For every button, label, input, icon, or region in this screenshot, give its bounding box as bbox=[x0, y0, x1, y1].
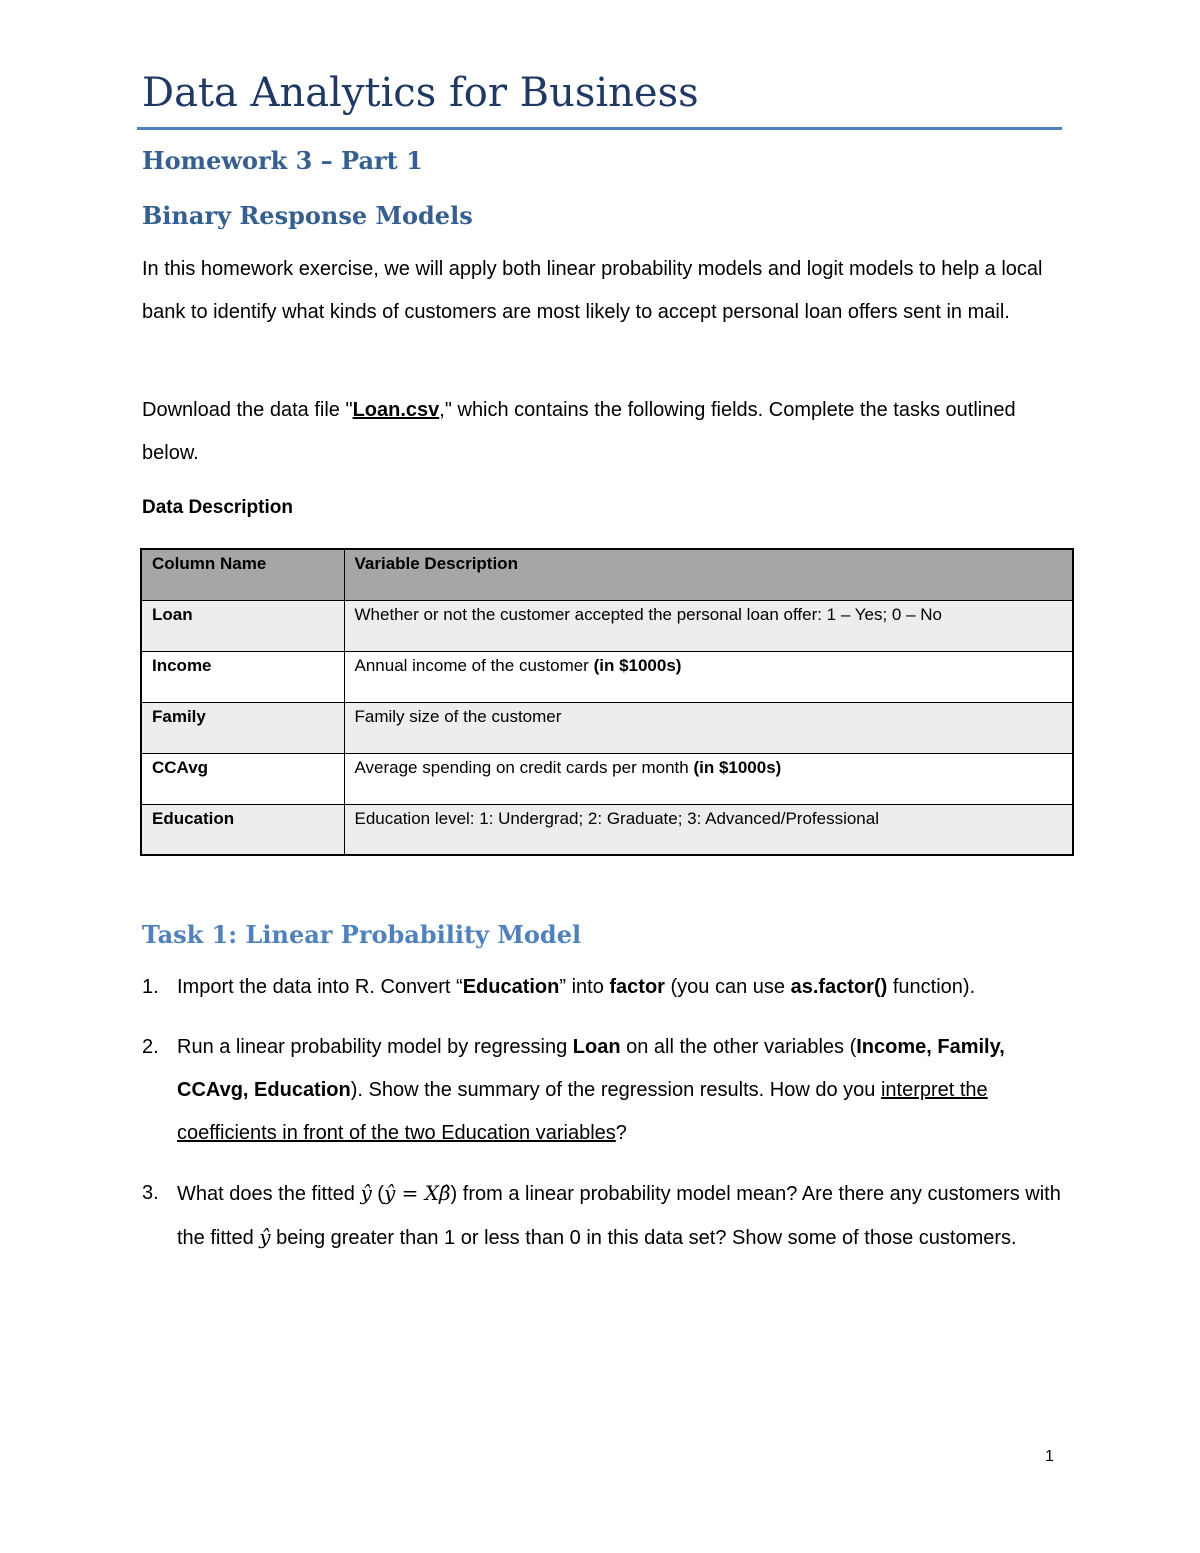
row-name: Family bbox=[141, 702, 344, 753]
document-title: Data Analytics for Business bbox=[142, 70, 699, 116]
item-bold: as.factor() bbox=[790, 976, 888, 998]
data-file-link[interactable]: Loan.csv bbox=[352, 399, 440, 421]
table-row bbox=[141, 702, 1073, 753]
item-body bbox=[177, 966, 1072, 1009]
table-header-row bbox=[141, 549, 1073, 600]
row-name: Education bbox=[141, 804, 344, 855]
item-text: on all the other variables ( bbox=[620, 1036, 857, 1058]
variable-description-header: Variable Description bbox=[344, 549, 1073, 600]
row-description bbox=[344, 702, 1073, 753]
item-text: ? bbox=[615, 1122, 627, 1144]
table-row bbox=[141, 651, 1073, 702]
row-name: CCAvg bbox=[141, 753, 344, 804]
item-number: 3. bbox=[142, 1182, 159, 1204]
intro-paragraph: In this homework exercise, we will apply both linear probability models and logit models to help a local bank to identify what kinds of customers are most likely to accept personal loan offers sent in mail. bbox=[142, 258, 1043, 323]
item-bold: factor bbox=[609, 976, 665, 998]
row-description-unit: (in $1000s) bbox=[693, 757, 782, 777]
row-name: Loan bbox=[141, 600, 344, 651]
column-name-header: Column Name bbox=[141, 549, 344, 600]
table-row bbox=[141, 753, 1073, 804]
item-text: being greater than 1 or less than 0 in this data set? Show some of those customers. bbox=[270, 1227, 1017, 1249]
item-text: Run a linear probability model by regressing bbox=[177, 1036, 573, 1058]
section-heading: Binary Response Models bbox=[142, 201, 473, 230]
item-number: 2. bbox=[142, 1036, 159, 1058]
math-yhat: ŷ bbox=[259, 1225, 271, 1249]
row-description-text: Whether or not the customer accepted the personal loan offer: 1 – Yes; 0 – No bbox=[354, 604, 942, 624]
item-text: ). Show the summary of the regression results. How do you bbox=[350, 1079, 881, 1101]
item-bold: Income, Family, CCAvg, Education bbox=[177, 1036, 1005, 1101]
row-description-text: Family size of the customer bbox=[354, 706, 562, 726]
homework-heading: Homework 3 – Part 1 bbox=[142, 146, 423, 175]
row-description bbox=[344, 753, 1073, 804]
row-description bbox=[344, 804, 1073, 855]
task-item-2 bbox=[142, 1026, 1072, 1155]
download-text-pre: Download the data file " bbox=[142, 399, 353, 421]
table-row bbox=[141, 600, 1073, 651]
row-description bbox=[344, 600, 1073, 651]
data-description-label: Data Description bbox=[142, 497, 293, 518]
item-bold: Education bbox=[462, 976, 560, 998]
task-item-1 bbox=[142, 966, 1072, 1009]
math-yhat: ŷ bbox=[360, 1181, 372, 1205]
data-description-table bbox=[140, 548, 1074, 856]
item-body bbox=[177, 1026, 1072, 1155]
math-equation: ŷ = Xβ̂ bbox=[383, 1181, 451, 1205]
row-name: Income bbox=[141, 651, 344, 702]
item-text: ” into bbox=[559, 976, 610, 998]
title-underline bbox=[137, 127, 1062, 130]
item-body bbox=[177, 1172, 1072, 1260]
task-item-3 bbox=[142, 1172, 1072, 1260]
table-row bbox=[141, 804, 1073, 855]
task1-heading: Task 1: Linear Probability Model bbox=[142, 920, 582, 949]
row-description bbox=[344, 651, 1073, 702]
item-text: Import the data into R. Convert “ bbox=[177, 976, 463, 998]
item-text: ) from a linear probability model mean? Are there any customers with the fitted bbox=[177, 1183, 1061, 1249]
row-description-unit: (in $1000s) bbox=[593, 655, 682, 675]
item-text: (you can use bbox=[664, 976, 791, 998]
item-underline: interpret the coefficients in front of the two Education variables bbox=[177, 1079, 988, 1144]
item-text: ( bbox=[371, 1183, 384, 1205]
row-description-text: Education level: 1: Undergrad; 2: Graduate; 3: Advanced/Professional bbox=[354, 808, 879, 828]
download-text-post: ," which contains the following fields. Complete the tasks outlined below. bbox=[142, 399, 1016, 464]
row-description-text: Average spending on credit cards per month bbox=[354, 757, 694, 777]
item-text: What does the fitted bbox=[177, 1183, 361, 1205]
item-number: 1. bbox=[142, 976, 159, 998]
page-number: 1 bbox=[1045, 1448, 1054, 1465]
item-bold: Loan bbox=[572, 1036, 621, 1058]
download-paragraph bbox=[142, 389, 1022, 474]
item-text: function). bbox=[887, 976, 976, 998]
row-description-text: Annual income of the customer bbox=[354, 655, 594, 675]
